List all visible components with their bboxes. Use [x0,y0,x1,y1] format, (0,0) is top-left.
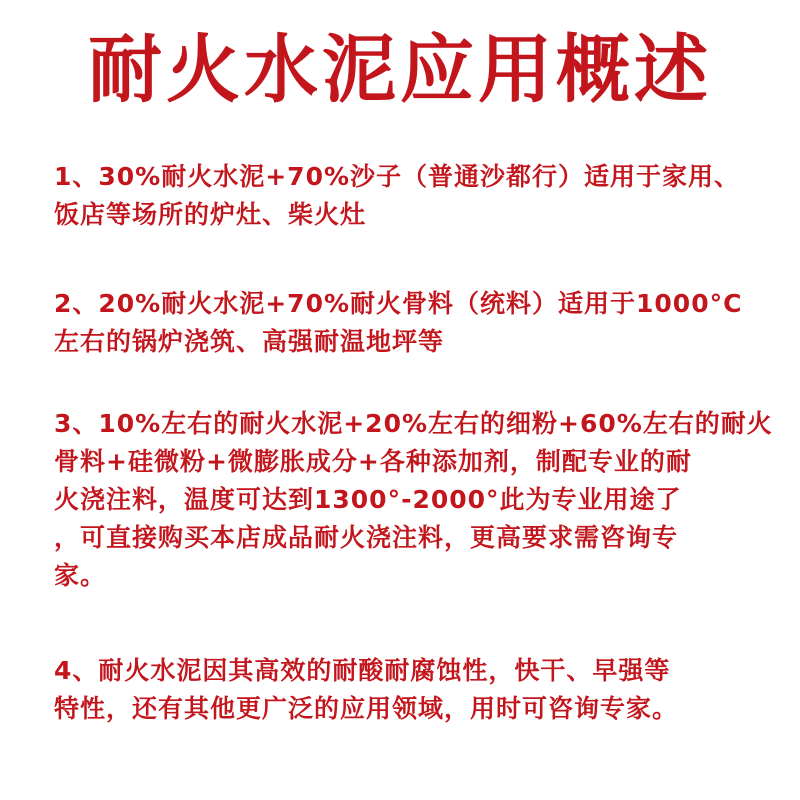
paragraph-2-line-1: 2、20%耐火水泥+70%耐火骨料（统料）适用于1000°C [54,289,743,318]
paragraph-2 [54,285,774,361]
paragraph-1-line-1: 1、30%耐火水泥+70%沙子（普通沙都行）适用于家用、 [54,162,741,191]
paragraph-4-line-2: 特性，还有其他更广泛的应用领域，用时可咨询专家。 [54,694,679,723]
paragraph-3-line-1: 3、10%左右的耐火水泥+20%左右的细粉+60%左右的耐火 [54,409,773,438]
paragraph-3-line-4: ，可直接购买本店成品耐火浇注料，更高要求需咨询专 [54,523,679,552]
paragraph-4 [54,652,774,728]
paragraph-1 [54,158,774,234]
paragraph-2-line-2: 左右的锅炉浇筑、高强耐温地坪等 [54,327,445,356]
paragraph-3-line-2: 骨料+硅微粉+微膨胀成分+各种添加剂，制配专业的耐 [54,447,692,476]
paragraph-4-line-1: 4、耐火水泥因其高效的耐酸耐腐蚀性，快干、早强等 [54,656,671,685]
paragraph-1-line-2: 饭店等场所的炉灶、柴火灶 [54,200,367,229]
paragraph-3 [54,405,774,595]
page-title: 耐火水泥应用概述 [88,27,712,113]
paragraph-3-line-5: 家。 [54,561,107,590]
paragraph-3-line-3: 火浇注料，温度可达到1300°-2000°此为专业用途了 [54,485,682,514]
